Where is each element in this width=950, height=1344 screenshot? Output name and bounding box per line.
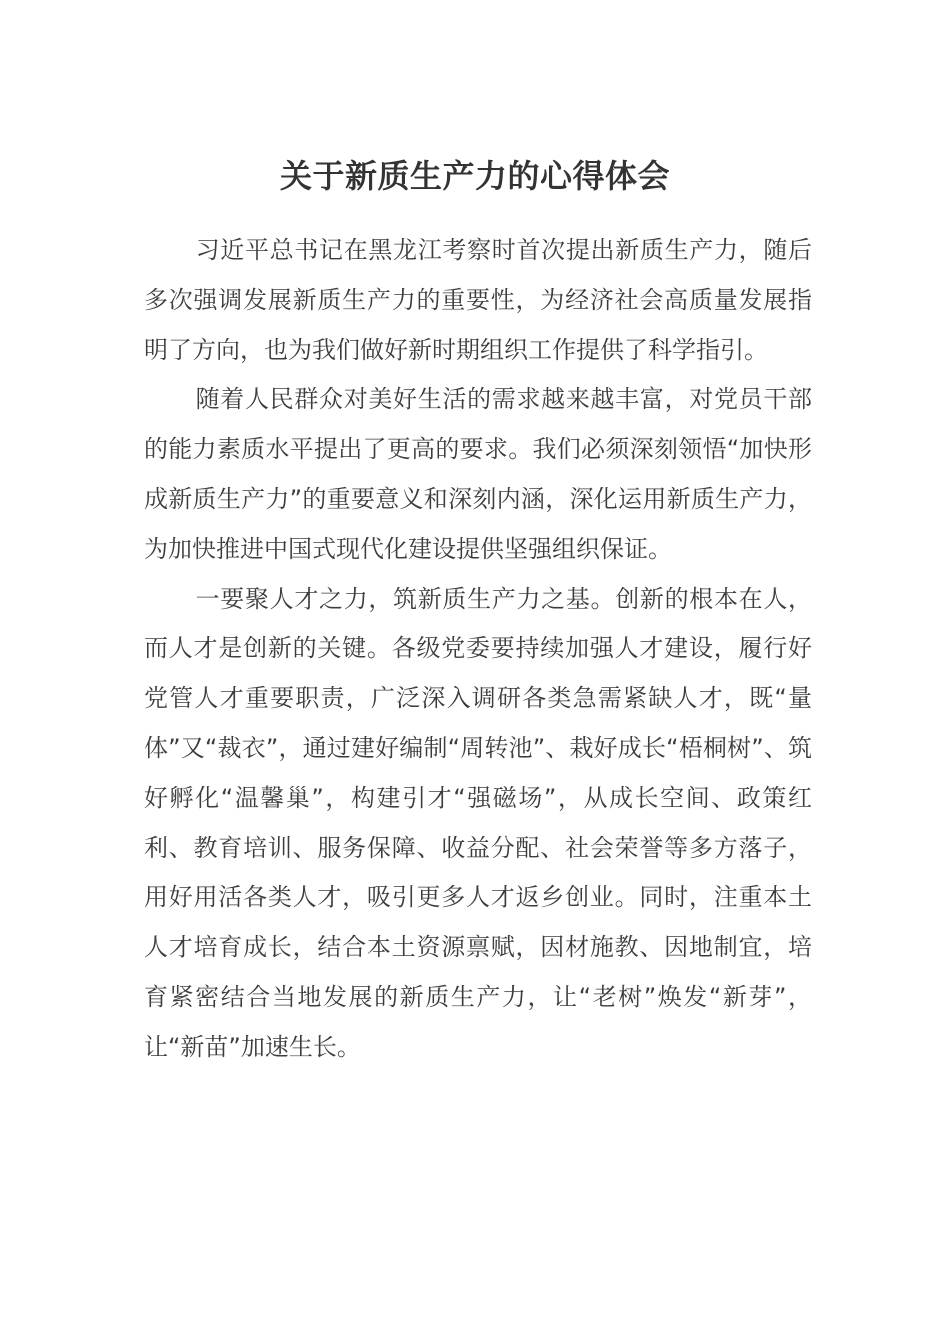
paragraph-3: 一要聚人才之力，筑新质生产力之基。创新的根本在人，而人才是创新的关键。各级党委要持续加强人才建设，履行好党管人才重要职责，广泛深入调研各类急需紧缺人才，既“量体”又“裁衣”，通过建好编制“周转池”、栽好成长“梧桐树”、筑好孵化“温馨巢”，构建引才“强磁场”，从成长空间、政策红利、教育培训、服务保障、收益分配、社会荣誉等多方落子，用好用活各类人才，吸引更多人才返乡创业。同时，注重本土人才培育成长，结合本土资源禀赋，因材施教、因地制宜，培育紧密结合当地发展的新质生产力，让“老树”焕发“新芽”，让“新苗”加速生长。	[144, 584, 812, 1061]
document-body	[144, 226, 812, 1073]
paragraph-2: 随着人民群众对美好生活的需求越来越丰富，对党员干部的能力素质水平提出了更高的要求。我们必须深刻领悟“加快形成新质生产力”的重要意义和深刻内涵，深化运用新质生产力，为加快推进中国式现代化建设提供坚强组织保证。	[144, 385, 812, 563]
paragraph-1: 习近平总书记在黑龙江考察时首次提出新质生产力，随后多次强调发展新质生产力的重要性，为经济社会高质量发展指明了方向，也为我们做好新时期组织工作提供了科学指引。	[144, 236, 812, 364]
document-title: 关于新质生产力的心得体会	[279, 157, 670, 195]
